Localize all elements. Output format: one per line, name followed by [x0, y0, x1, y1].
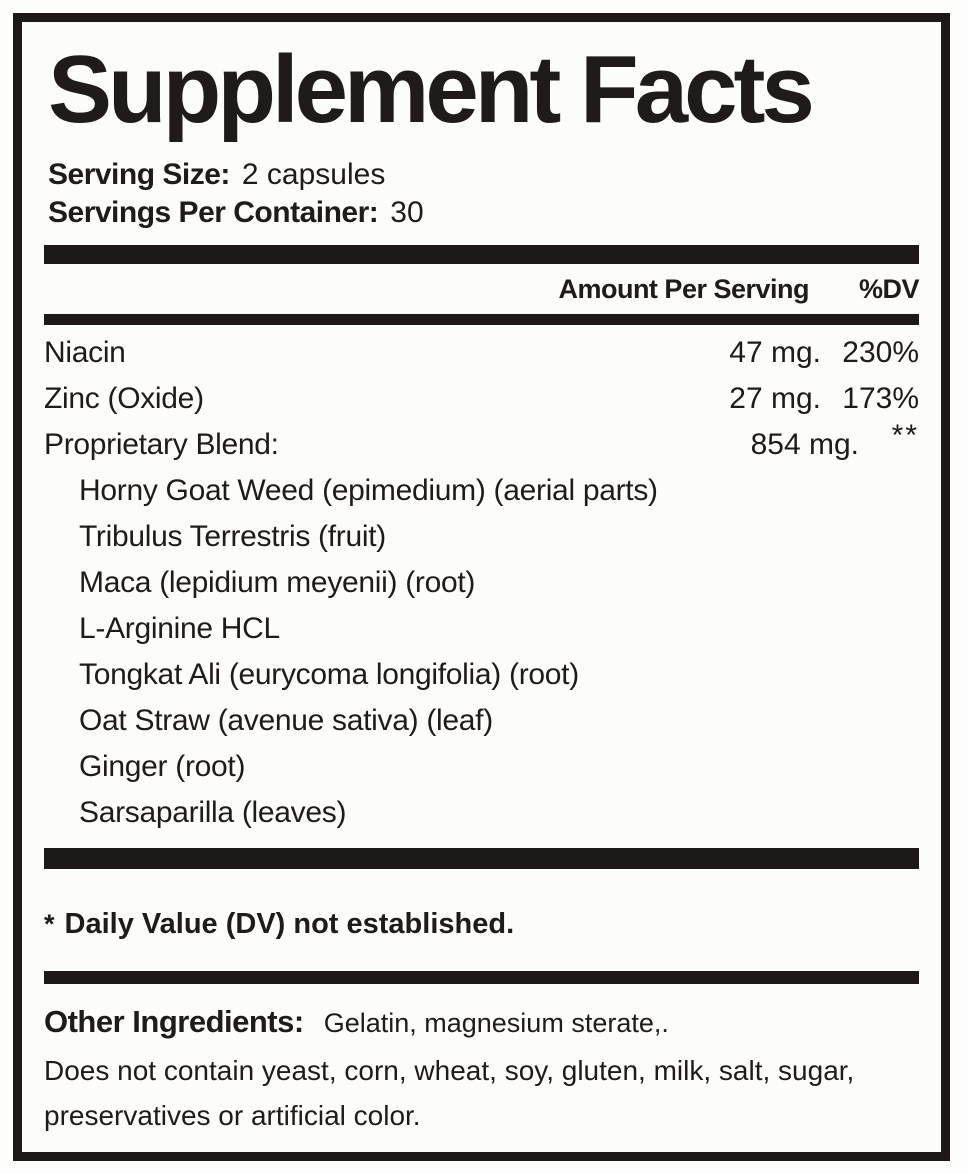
list-item: Tribulus Terrestris (fruit) [79, 520, 386, 553]
nutrient-amount: 854 mg. [750, 428, 859, 461]
servings-per-container-label: Servings Per Container: [48, 196, 379, 229]
blend-ingredient-list [44, 468, 919, 836]
daily-value-footnote-text: Daily Value (DV) not established. [64, 908, 515, 940]
list-item: Tongkat Ali (eurycoma longifolia) (root) [79, 658, 579, 691]
list-item: Oat Straw (avenue sativa) (leaf) [79, 704, 493, 737]
divider-above-other-ingredients [44, 971, 919, 984]
divider-under-header [44, 314, 919, 325]
table-header-row [44, 264, 919, 314]
other-ingredients-row [44, 1001, 919, 1044]
panel-content [22, 36, 941, 1138]
disclaimer-line: Does not contain yeast, corn, wheat, soy, gluten, milk, salt, sugar, [44, 1055, 855, 1086]
other-ingredients-value: Gelatin, magnesium sterate,. [323, 1008, 669, 1038]
daily-value-footnote [44, 907, 919, 941]
does-not-contain-text [44, 1048, 919, 1138]
table-row [44, 330, 919, 376]
nutrient-name: Zinc (Oxide) [44, 382, 204, 415]
other-ingredients-label: Other Ingredients: [44, 1004, 304, 1039]
serving-size-label: Serving Size: [48, 158, 230, 191]
amount-per-serving-header: Amount Per Serving [558, 274, 809, 304]
list-item: Ginger (root) [79, 750, 246, 783]
nutrient-dv: 173% [842, 382, 919, 415]
panel-title: Supplement Facts [48, 36, 811, 143]
list-item: L-Arginine HCL [79, 612, 280, 645]
disclaimer-line: preservatives or artificial color. [44, 1100, 421, 1131]
divider-thick-middle [44, 848, 919, 869]
nutrient-dv: 230% [842, 336, 919, 369]
asterisk-marker: * [44, 909, 55, 939]
serving-size-value: 2 capsules [241, 158, 386, 191]
servings-per-container-value: 30 [390, 196, 424, 229]
servings-per-container-row [48, 194, 919, 232]
nutrient-rows [44, 325, 919, 468]
list-item: Sarsaparilla (leaves) [79, 796, 347, 829]
list-item: Horny Goat Weed (epimedium) (aerial parts) [79, 474, 658, 507]
serving-size-row [48, 156, 919, 194]
divider-thick-top [44, 245, 919, 264]
table-row [44, 376, 919, 422]
serving-block [48, 156, 919, 232]
nutrient-amount: 27 mg. [729, 382, 821, 415]
supplement-facts-panel [13, 13, 950, 1161]
nutrient-name: Niacin [44, 336, 126, 369]
percent-dv-header: %DV [858, 274, 919, 304]
nutrient-name: Proprietary Blend: [44, 428, 279, 461]
list-item: Maca (lepidium meyenii) (root) [79, 566, 476, 599]
table-row [44, 419, 919, 468]
nutrient-amount: 47 mg. [729, 336, 821, 369]
nutrient-dv: ** [891, 419, 919, 452]
